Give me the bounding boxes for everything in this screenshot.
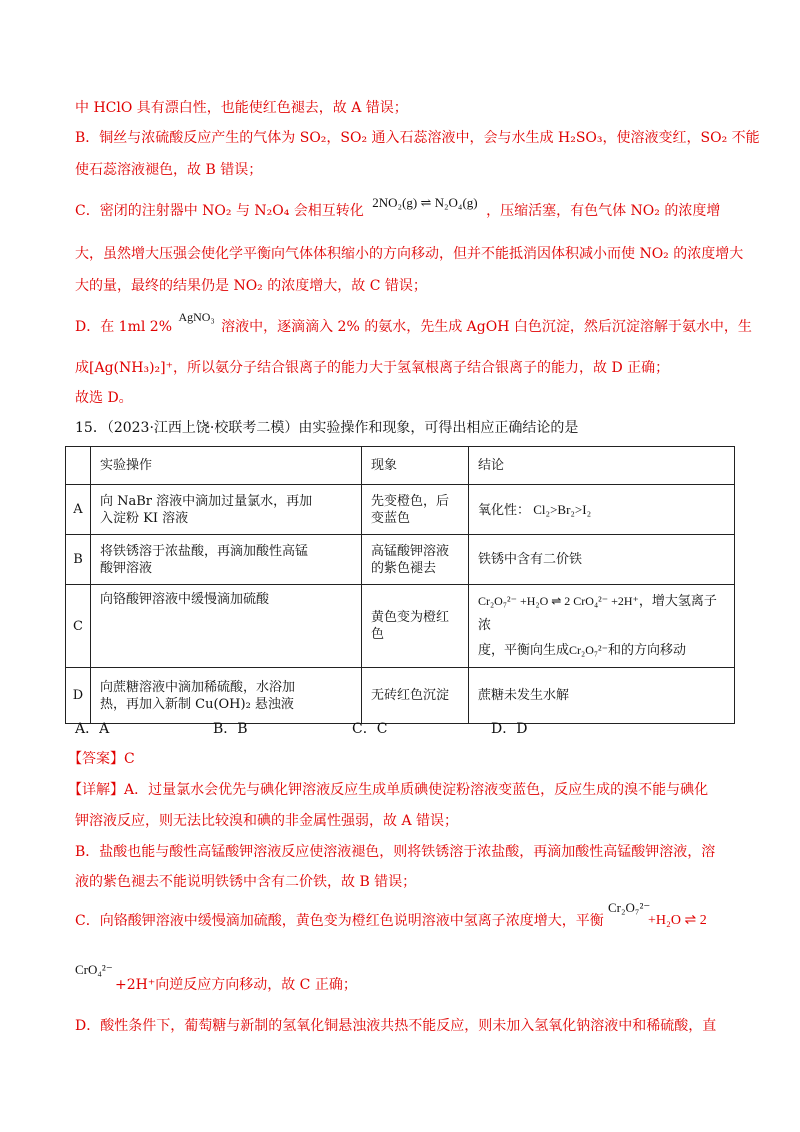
prev-answer-c-line2: 大，虽然增大压强会使化学平衡向气体体积缩小的方向移动，但并不能抵消因体积减小而使 NO₂ 的浓度增大 <box>75 246 744 262</box>
ph-line: 先变橙色，后 <box>371 493 450 509</box>
ph-line: 黄色变为橙红 <box>371 610 450 625</box>
op-line: 入淀粉 KI 溶液 <box>100 510 189 526</box>
row-label: A <box>66 485 91 535</box>
table-row <box>66 485 735 535</box>
ph-line: 的紫色褪去 <box>371 560 437 576</box>
question-stem: 15．（2023·江西上饶·校联考二模）由实验操作和现象，可得出相应正确结论的是 <box>75 420 579 436</box>
operation-cell <box>91 485 362 535</box>
prev-answer-d-line2: 成[Ag(NH₃)₂]⁺，所以氨分子结合银离子的能力大于氢氧根离子结合银离子的能力，故 D 正确； <box>75 360 670 376</box>
dichromate-equation: Cr₂O₇²⁻ +H₂O ⇌ 2 CrO₄²⁻ +2H⁺ <box>478 594 639 608</box>
prev-answer-c-line3: 大的量，最终的结果仍是 NO₂ 的浓度增大，故 C 错误； <box>75 278 427 294</box>
dichromate-ion: Cr₂O₇²⁻ <box>569 643 608 657</box>
answer-a-line2: 钾溶液反应，则无法比较溴和碘的非金属性强弱，故 A 错误； <box>75 813 459 829</box>
phenomenon-cell <box>362 535 469 585</box>
answer-c-line1: C．向铬酸钾溶液中缓慢滴加硫酸，黄色变为橙红色说明溶液中氢离子浓度增大，平衡 <box>75 913 604 929</box>
phenomenon-cell <box>362 585 469 668</box>
prev-answer-b-line2: 使石蕊溶液褪色，故 B 错误； <box>75 162 263 178</box>
answer-b-line1: B．盐酸也能与酸性高锰酸钾溶液反应使溶液褪色，则将铁锈溶于浓盐酸，再滴加酸性高锰酸钾溶液，溶 <box>75 844 716 860</box>
prev-answer-d-line1 <box>75 310 752 337</box>
op-line: 酸钾溶液 <box>100 560 153 576</box>
chromate-formula: CrO₄²⁻ <box>75 962 113 977</box>
row-label: C <box>66 585 91 668</box>
phenomenon-cell <box>362 668 469 724</box>
operation-cell <box>91 535 362 585</box>
prev-d-post: 溶液中，逐滴滴入 2% 的氨水，先生成 AgOH 白色沉淀，然后沉淀溶解于氨水中，生 <box>221 319 752 335</box>
operation-cell <box>91 668 362 724</box>
table-header-cell: 实验操作 <box>91 447 362 485</box>
answer-label: 【答案】C <box>68 751 135 767</box>
table-header-cell <box>66 447 91 485</box>
option-b[interactable]: B．B <box>213 721 248 737</box>
answer-c-line2: +2H⁺向逆反应方向移动，故 C 正确； <box>115 977 357 993</box>
op-line: 向 NaBr 溶液中滴加过量氯水，再加 <box>100 493 313 509</box>
prev-answer-conclusion: 故选 D。 <box>75 390 133 406</box>
agno3-formula: AgNO₃ <box>178 310 215 324</box>
prev-answer-b-line1: B．铜丝与浓硫酸反应产生的气体为 SO₂，SO₂ 通入石蕊溶液中，会与水生成 H₂SO₃，使溶液变红，SO₂ 不能 <box>75 130 760 146</box>
concl-text: 和的方向移动 <box>607 643 686 658</box>
question-table <box>65 446 735 724</box>
table-header-cell: 结论 <box>469 447 735 485</box>
phenomenon-cell <box>362 485 469 535</box>
conclusion-cell <box>469 535 735 585</box>
water-equilibrium: +H₂O ⇌ 2 <box>648 913 707 928</box>
prev-d-pre: D．在 1ml 2% <box>75 319 172 335</box>
table-header-cell: 现象 <box>362 447 469 485</box>
concl-text: 蔗糖未发生水解 <box>478 688 570 703</box>
option-a[interactable]: A．A <box>75 721 110 737</box>
prev-answer-c-line1 <box>75 195 721 221</box>
prev-answer-line: 中 HClO 具有漂白性，也能使红色褪去，故 A 错误； <box>75 100 408 116</box>
concl-text: 氧化性： Cl₂>Br₂>I₂ <box>478 501 592 517</box>
row-label: D <box>66 668 91 724</box>
op-line: 向蔗糖溶液中滴加稀硫酸，水浴加 <box>100 679 296 695</box>
concl-text: 铁锈中含有二价铁 <box>478 552 583 567</box>
op-line: 将铁锈溶于浓盐酸，再滴加酸性高锰 <box>100 543 309 559</box>
prev-c-pre: C．密闭的注射器中 NO₂ 与 N₂O₄ 会相互转化 <box>75 203 364 219</box>
concl-text: 度，平衡向生成 <box>478 643 570 658</box>
ph-line: 色 <box>371 627 385 642</box>
option-c[interactable]: C．C <box>352 721 388 737</box>
operation-cell <box>91 585 362 668</box>
dichromate-formula: Cr₂O₇²⁻ <box>608 900 651 915</box>
ph-line: 无砖红色沉淀 <box>371 688 450 703</box>
table-row <box>66 585 735 668</box>
ph-line: 高锰酸钾溶液 <box>371 543 450 559</box>
table-row <box>66 535 735 585</box>
option-d[interactable]: D．D <box>491 721 528 737</box>
answer-d-line1: D．酸性条件下，葡萄糖与新制的氢氧化铜悬浊液共热不能反应，则未加入氢氧化钠溶液中和稀硫酸，直 <box>75 1018 717 1034</box>
table-row <box>66 668 735 724</box>
equilibrium-formula: 2NO₂(g) ⇌ N₂O₄(g) <box>372 195 478 210</box>
conclusion-cell <box>469 485 735 535</box>
row-label: B <box>66 535 91 585</box>
detail-label: 【详解】 <box>68 782 124 798</box>
op-line: 热，再加入新制 Cu(OH)₂ 悬浊液 <box>100 696 294 712</box>
detail-text: A．过量氯水会优先与碘化钾溶液反应生成单质碘使淀粉溶液变蓝色，反应生成的溴不能与碘化 <box>124 782 709 798</box>
ph-line: 变蓝色 <box>371 510 411 526</box>
op-line: 向铬酸钾溶液中缓慢滴加硫酸 <box>100 592 270 607</box>
concl-text: ，增大氢离子浓 <box>478 594 717 633</box>
answer-a-line1 <box>68 780 708 800</box>
conclusion-cell <box>469 668 735 724</box>
table-header-row <box>66 447 735 485</box>
prev-c-post: ，压缩活塞，有色气体 NO₂ 的浓度增 <box>486 203 721 219</box>
answer-b-line2: 液的紫色褪去不能说明铁锈中含有二价铁，故 B 错误； <box>75 874 417 890</box>
conclusion-cell <box>469 585 735 668</box>
